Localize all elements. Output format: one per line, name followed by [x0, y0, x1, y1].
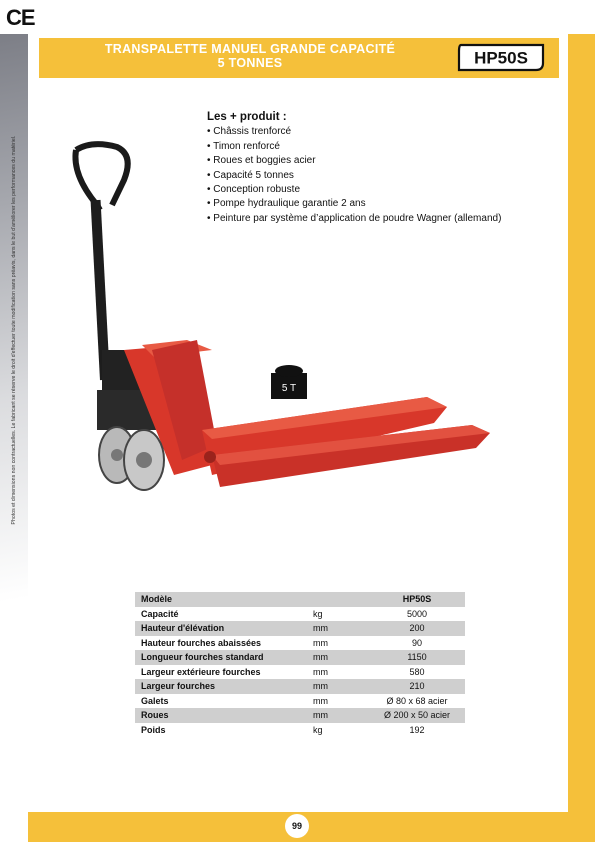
row-label: Longueur fourches standard	[141, 652, 264, 662]
row-value: 580	[409, 666, 425, 677]
feature-item: • Capacité 5 tonnes	[207, 169, 567, 183]
row-value: 5000	[406, 608, 428, 619]
page-number: 99	[285, 814, 309, 838]
row-unit: kg	[313, 724, 323, 735]
row-value: 90	[411, 637, 422, 648]
table-row	[135, 636, 465, 651]
table-row	[135, 665, 465, 680]
row-label: Largeur fourches	[141, 681, 216, 691]
specs-table	[135, 592, 465, 737]
row-label: Largeur extérieure fourches	[141, 666, 261, 677]
row-value: 210	[409, 681, 425, 691]
row-value: Ø 80 x 68 acier	[386, 695, 448, 706]
row-value: 1150	[407, 652, 427, 662]
row-unit: mm	[313, 623, 328, 633]
title-line-2: 5 TONNES	[217, 56, 283, 70]
row-unit: mm	[313, 652, 328, 662]
features-heading: Les + produit :	[207, 111, 287, 123]
header-value: HP50S	[402, 594, 432, 604]
row-label: Galets	[141, 695, 169, 706]
header-unit	[307, 592, 369, 607]
side-disclaimer: Photos et dimensions non contractuelles. Le fabricant se réserve le droit d'effectuer toute modification sans préavis, dans le but d'améliorer les performances du matériel.	[11, 135, 17, 525]
table-row	[135, 679, 465, 694]
row-label: Hauteur d'élévation	[141, 623, 225, 633]
title-line-1: TRANSPALETTE MANUEL GRANDE CAPACITÉ	[104, 42, 396, 56]
weight-badge	[271, 365, 307, 399]
feature-item: • Pompe hydraulique garantie 2 ans	[207, 197, 567, 211]
top-bar	[0, 0, 595, 34]
table-row	[135, 621, 465, 636]
feature-item: • Conception robuste	[207, 183, 567, 197]
row-value: 200	[409, 623, 425, 633]
table-row	[135, 650, 465, 665]
feature-item: • Timon renforcé	[207, 140, 567, 154]
row-unit: mm	[313, 666, 328, 677]
pallet-truck-image	[62, 135, 502, 505]
ce-mark: CE	[6, 5, 35, 30]
table-header-row	[135, 592, 465, 607]
row-unit: mm	[313, 695, 328, 706]
row-label: Poids	[141, 724, 166, 735]
row-label: Capacité	[141, 608, 179, 619]
row-unit: mm	[313, 710, 328, 720]
table-row	[135, 694, 465, 709]
header-label: Modèle	[141, 594, 173, 604]
row-label: Hauteur fourches abaissées	[141, 637, 262, 648]
model-badge	[455, 43, 547, 72]
feature-item: • Roues et boggies acier	[207, 154, 567, 168]
feature-item: • Peinture par système d’application de poudre Wagner (allemand)	[207, 212, 567, 226]
feature-item: • Châssis trenforcé	[207, 125, 567, 139]
row-value: 192	[409, 724, 425, 735]
row-unit: mm	[313, 637, 328, 648]
row-unit: mm	[313, 681, 328, 691]
table-row	[135, 723, 465, 738]
weight-badge-text: 5 T	[281, 383, 297, 394]
row-unit: kg	[313, 608, 323, 619]
model-badge-text: HP50S	[474, 48, 528, 68]
row-label: Roues	[141, 710, 169, 720]
table-row	[135, 708, 465, 723]
table-row	[135, 607, 465, 622]
row-value: Ø 200 x 50 acier	[383, 710, 451, 720]
page-title	[60, 42, 440, 70]
